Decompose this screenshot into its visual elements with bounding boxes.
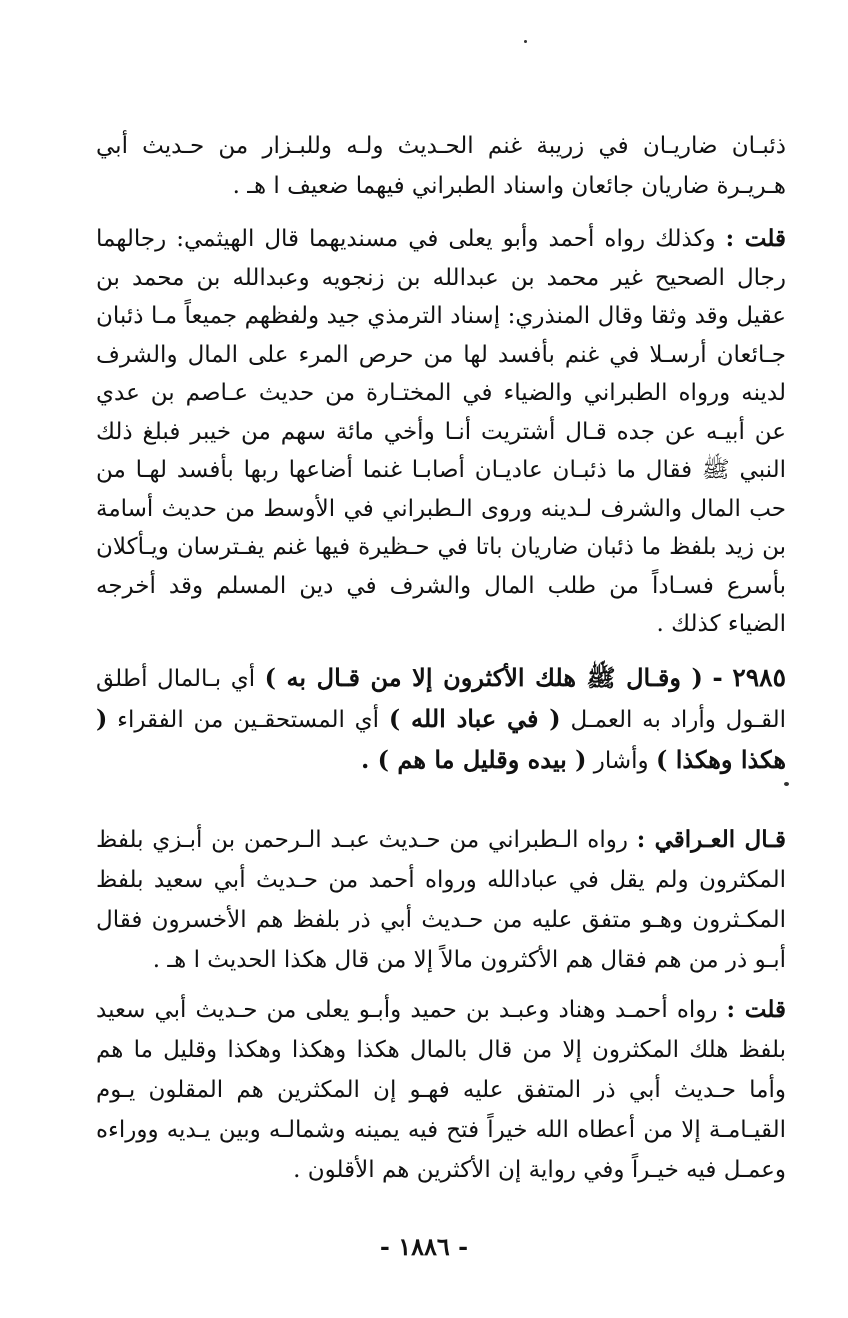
hadith-phrase: ( هكذا وهكذا ) xyxy=(96,704,786,774)
hadith-phrase: ( بيده وقليل ما هم ) . xyxy=(360,745,587,774)
hadith-number: ٢٩٨٥ xyxy=(732,663,787,692)
paragraph-text: وكذلك رواه أحمد وأبو يعلى في مسنديهما قال الهيثمي: رجالهما رجال الصحيح غير محمد بن عبدالله بن زنجويه وعبدالله بن محمد بن عقيل وقد وثقا وقال المنذري: إسناد الترمذي جيد ولفظهم جميعاً مـا ذئبان جـائعان أرسـلا في غنم بأفسد لها من حرص المرء على المال والشرف لدينه ورواه الطبراني والضياء في المختـارة من حديث عـاصم بن عدي عن أبيـه عن جده قـال أشتريت أنـا وأخي مائة سهم من خيبر فبلغ ذلك النبي ﷺ فقال ما ذئبـان عاديـان أصابـا غنما أضاعها ربها بأفسد لهـا من حب المال والشرف لـدينه وروى الـطبراني في الأوسط من حديث أسامة بن زيد بلفظ ما ذئبان ضاريان باتا في حـظيرة فيها غنم يفـترسان ويـأكلان بأسرع فسـاداً من طلب المال والشرف في دين المسلم وقد أخرجه الضياء كذلك . xyxy=(96,226,786,637)
hadith-phrase: ( وقـال ﷺ هلك الأكثرون إلا من قـال به ) xyxy=(264,663,703,692)
paragraph-commentary-1 xyxy=(96,220,786,644)
paragraph-lead: قلت : xyxy=(726,996,786,1023)
paragraph-lead: قلت : xyxy=(725,225,786,252)
paragraph-text: رواه أحمـد وهناد وعبـد بن حميد وأبـو يعلى من حـديث أبي سعيد بلفظ هلك المكثرون إلا من قال بالمال هكذا وهكذا وهكذا وقليل ما هم وأما حـديث أبي ذر المتفق عليه فهـو إن المكثرين هم المقلون يـوم القيـامـة إلا من أعطاه الله خيراً فتح فيه يمينه وشمالـه وبين يـديه ووراءه وعمـل فيه خيـراً وفي رواية إن الأكثرين هم الأقلون . xyxy=(96,997,786,1183)
scan-speck xyxy=(524,40,527,43)
hadith-dash: - xyxy=(712,663,723,692)
page-number: - ١٨٨٦ - xyxy=(379,1232,469,1261)
paragraph-text: ذئبـان ضاريـان في زريبة غنم الحـديث ولـه وللبـزار من حـديث أبي هـريـرة ضاريان جائعان واسناد الطبراني فيهما ضعيف ا هـ . xyxy=(96,133,786,199)
paragraph-commentary-2 xyxy=(96,990,786,1190)
paragraph-iraqi xyxy=(96,820,786,980)
paragraph-continuation xyxy=(96,126,786,206)
paragraph-text: رواه الـطبراني من حـديث عبـد الـرحمن بن أبـزي بلفظ المكثرون ولم يقل في عبادالله ورواه أحمد من حـديث أبي سعيد بلفظ المكـثرون وهـو متفق عليه من حـديث أبي ذر بلفظ هم الأخسرون فقال أبـو ذر من هم فقال هم الأكثرون مالاً إلا من قال هكذا الحديث ا هـ . xyxy=(96,827,787,973)
hadith-entry xyxy=(96,658,786,781)
hadith-gloss: وأشار xyxy=(593,748,649,774)
hadith-phrase: ( في عباد الله ) xyxy=(388,704,561,733)
hadith-gloss: أي المستحقـين من الفقراء xyxy=(117,707,380,733)
scan-speck xyxy=(784,782,789,786)
hadith-gloss: أي بـالمال أطلق القـول وأراد به العمـل xyxy=(96,666,787,733)
paragraph-lead: قـال العـراقي : xyxy=(636,826,786,853)
